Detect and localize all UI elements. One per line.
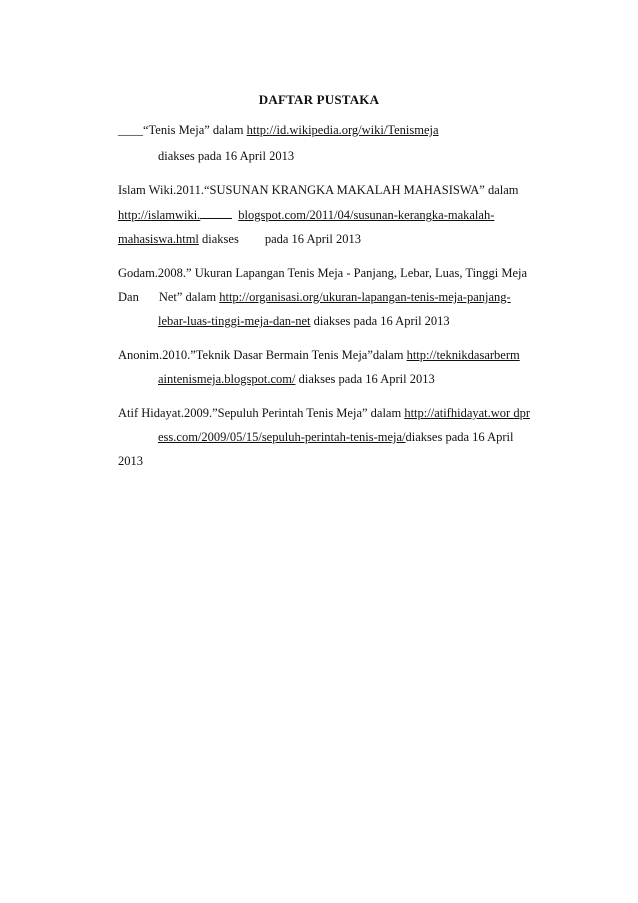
reference-text: Net” dalam (158, 290, 220, 304)
reference-text: pada 16 April 2013 (264, 232, 361, 246)
reference-link[interactable]: http://atifhidayat.wor dpr (404, 406, 530, 420)
reference-link[interactable]: blogspot.com/2011/04/susunan-kerangka-makalah- (238, 208, 495, 222)
reference-text: Godam.2008.” Ukuran Lapangan Tenis Meja - Panjang, Lebar, Luas, Tinggi Meja (118, 266, 528, 280)
reference-line (158, 371, 435, 387)
reference-line (158, 148, 294, 164)
reference-text: diakses pada 16 April 2013 (295, 372, 435, 386)
reference-link[interactable]: http://teknikdasarberm (406, 348, 520, 362)
reference-line (118, 231, 544, 247)
reference-text: diakses pada 16 April (405, 430, 514, 444)
reference-link[interactable]: aintenismeja.blogspot.com/ (158, 372, 296, 386)
reference-link[interactable]: mahasiswa.html (118, 232, 199, 246)
reference-text: ____“Tenis Meja” dalam (118, 123, 247, 137)
reference-text: Atif Hidayat.2009.”Sepuluh Perintah Tenis Meja” dalam (118, 406, 405, 420)
reference-link[interactable]: http://id.wikipedia.org/wiki/Tenismeja (246, 123, 439, 137)
reference-link[interactable]: lebar-luas-tinggi-meja-dan-net (158, 314, 311, 328)
reference-line (118, 265, 544, 281)
underline-gap (200, 207, 232, 219)
reference-line (158, 313, 450, 329)
reference-line (118, 182, 544, 198)
reference-link[interactable]: http://organisasi.org/ukuran-lapangan-tenis-meja-panjang- (219, 290, 511, 304)
reference-text: diakses pada 16 April 2013 (158, 149, 295, 163)
reference-line (158, 429, 514, 445)
reference-line (118, 289, 544, 305)
reference-line (118, 347, 544, 363)
reference-text: diakses (198, 232, 239, 246)
reference-line (118, 453, 544, 469)
reference-text: 2013 (118, 454, 143, 468)
reference-line (118, 207, 544, 223)
page-title: DAFTAR PUSTAKA (258, 92, 380, 107)
reference-link[interactable]: ess.com/2009/05/15/sepuluh-perintah-tenis-meja/ (158, 430, 406, 444)
reference-link[interactable]: http://islamwiki. (118, 208, 201, 222)
reference-line (118, 405, 544, 421)
reference-line (118, 122, 544, 138)
reference-text: Islam Wiki.2011.“SUSUNAN KRANGKA MAKALAH MAHASISWA” dalam (118, 183, 519, 197)
reference-text: Dan (118, 290, 139, 304)
reference-text: Anonim.2010.”Teknik Dasar Bermain Tenis Meja”dalam (118, 348, 407, 362)
reference-text: diakses pada 16 April 2013 (310, 314, 450, 328)
